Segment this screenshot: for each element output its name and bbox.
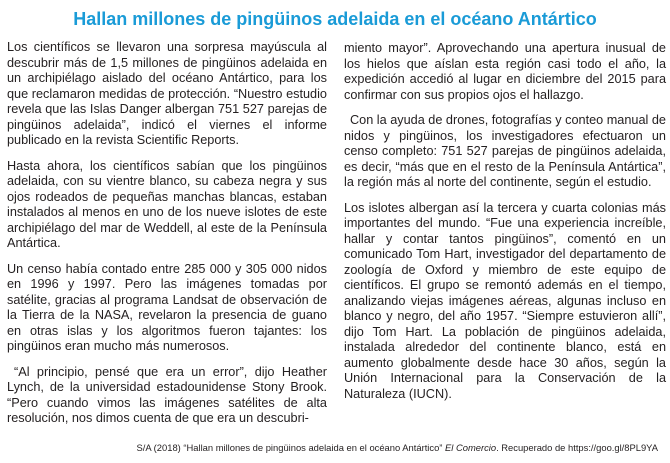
citation-suffix: . Recuperado de https://goo.gl/8PL9YA: [496, 442, 658, 453]
paragraph: “Al principio, pensé que era un error”, dijo Heather Lynch, de la universidad estadounidense Stony Brook. “Pero cuando vimos las imágenes satélites de alta resolución, nos dimos cuenta de que era un descubri-: [7, 364, 327, 425]
article-title: Hallan millones de pingüinos adelaida en el océano Antártico: [73, 9, 597, 29]
paragraph: Con la ayuda de drones, fotografías y conteo manual de nidos y pingüinos, los investigadores efectuaron un censo completo: 751 527 parejas de pingüinos adelaida, es decir, “más que en el resto de la Península Antártica”, la región más al norte del continente, según el estudio.: [344, 113, 666, 189]
paragraph: Los islotes albergan así la tercera y cuarta colonias más importantes del mundo. “Fue una experiencia increíble, hallar y contar tantos pingüinos”, comentó en un comunicado Tom Hart, investigador del departamento de zoología de Oxford y miembro de este equipo de científicos. El grupo se remontó además en el tiempo, analizando viejas imágenes aéreas, algunas incluso en blanco y negro, del año 1957. “Siempre estuvieron allí”, dijo Tom Hart. La población de pingüinos adelaida, instalada alrededor del continente blanco, está en aumento globalmente desde hace 30 años, según la Unión Internacional para la Conservación de la Naturaleza (IUCN).: [344, 200, 666, 401]
paragraph: Hasta ahora, los científicos sabían que los pingüinos adelaida, con su vientre blanco, su cabeza negra y sus ojos rodeados de pequeñas manchas blancas, estaban instalados al menos en uno de los nueve islotes de este archipiélago del mar de Weddell, al este de la Península Antártica.: [7, 158, 327, 250]
left-column: [7, 40, 327, 437]
citation-prefix: S/A (2018) “Hallan millones de pingüinos adelaida en el océano Antártico”: [136, 442, 443, 453]
paragraph: Un censo había contado entre 285 000 y 305 000 nidos en 1996 y 1997. Pero las imágenes tomadas por satélite, gracias al programa Landsat de observación de la Tierra de la NASA, revelaron la presencia de guano en otras islas y los algoritmos fueron tajantes: los pingüinos eran mucho más numerosos.: [7, 261, 327, 353]
citation-source: El Comercio: [445, 442, 497, 453]
paragraph: miento mayor”. Aprovechando una apertura inusual de los hielos que aíslan esta región casi todo el año, la expedición accedió al lugar en diciembre del 2015 para confirmar con sus propios ojos el hallazgo.: [344, 41, 666, 102]
right-column: [344, 41, 666, 412]
paragraph: Los científicos se llevaron una sorpresa mayúscula al descubrir más de 1,5 millones de pingüinos adelaida en un archipiélago aislado del océano Antártico, para los que reclamaron medidas de protección. “Nuestro estudio revela que las Islas Danger albergan 751 527 parejas de pingüinos adelaida”, indicó el viernes el informe publicado en la revista Scientific Reports.: [7, 40, 327, 147]
source-citation: [136, 442, 658, 454]
